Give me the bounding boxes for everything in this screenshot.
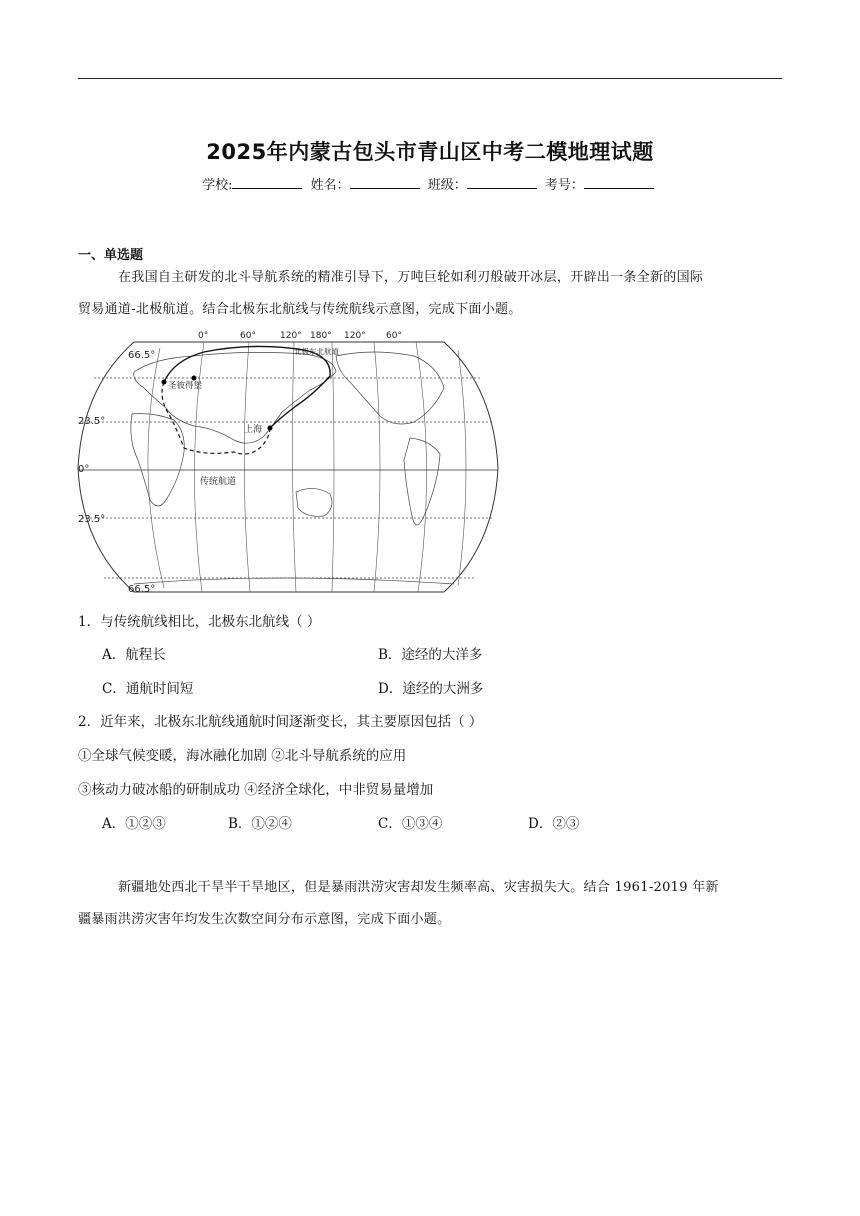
map-frame — [78, 342, 498, 592]
traditional-route-label: 传统航道 — [200, 477, 237, 487]
class-blank[interactable] — [467, 176, 537, 189]
passage-1-line-2: 贸易通道-北极航道。结合北极东北航线与传统航线示意图，完成下面小题。 — [78, 302, 522, 317]
passage-2-line-2: 疆暴雨洪涝灾害年均发生次数空间分布示意图，完成下面小题。 — [78, 912, 451, 927]
q1-option-a[interactable]: A．航程长 — [102, 647, 166, 663]
lon-label-3: 180° — [310, 331, 332, 341]
student-info-line — [0, 174, 860, 193]
latitude-labels — [78, 350, 155, 595]
name-label: 姓名： — [310, 178, 350, 193]
exam-no-blank[interactable] — [584, 176, 654, 189]
lat-label-3: 23.5° — [78, 514, 106, 525]
q2-option-b[interactable]: B．①②④ — [228, 816, 292, 832]
stpetersburg-marker — [162, 380, 167, 385]
q2-option-c[interactable]: C．①③④ — [378, 816, 443, 832]
stpetersburg-marker-2 — [192, 376, 197, 381]
q2-statements-1: ①全球气候变暖，海冰融化加剧 ②北斗导航系统的应用 — [78, 748, 407, 764]
name-blank[interactable] — [350, 176, 420, 189]
shanghai-label: 上海 — [244, 425, 263, 435]
arctic-route-label: 北极东北航道 — [294, 347, 339, 356]
q2-stem: 2．近年来，北极东北航线通航时间逐渐变长，其主要原因包括（ ） — [78, 714, 483, 730]
stpetersburg-label: 圣彼得堡 — [168, 381, 203, 391]
q2-option-d[interactable]: D．②③ — [528, 816, 580, 832]
lat-label-0: 66.5° — [128, 350, 156, 361]
traditional-route-line — [162, 382, 270, 454]
lon-label-4: 120° — [344, 331, 366, 341]
lon-label-5: 60° — [386, 331, 402, 341]
lat-label-4: 66.5° — [128, 584, 156, 595]
lon-label-1: 60° — [240, 331, 256, 341]
class-label: 班级： — [427, 178, 467, 193]
q2-statements-2: ③核动力破冰船的研制成功 ④经济全球化，中非贸易量增加 — [78, 782, 434, 798]
q1-stem: 1．与传统航线相比，北极东北航线（ ） — [78, 614, 321, 630]
passage-1-line-1: 在我国自主研发的北斗导航系统的精准引导下，万吨巨轮如利刃般破开冰层，开辟出一条全新的国际 — [118, 270, 704, 285]
q1-option-b[interactable]: B．途经的大洋多 — [378, 647, 483, 663]
section-heading: 一、单选题 — [78, 248, 144, 263]
school-label: 学校: — [202, 178, 233, 193]
shanghai-marker — [268, 426, 273, 431]
school-blank[interactable] — [232, 176, 302, 189]
lat-label-1: 23.5° — [78, 416, 106, 427]
exam-no-label: 考号： — [544, 178, 584, 193]
lon-label-2: 120° — [280, 331, 302, 341]
page-title: 2025年内蒙古包头市青山区中考二模地理试题 — [206, 140, 654, 164]
longitude-labels — [198, 331, 402, 341]
q2-option-a[interactable]: A．①②③ — [102, 816, 166, 832]
lon-label-0: 0° — [198, 331, 209, 341]
q1-option-d[interactable]: D．途经的大洲多 — [378, 681, 484, 697]
world-map-figure — [74, 328, 502, 598]
passage-2-line-1: 新疆地处西北干旱半干旱地区，但是暴雨洪涝灾害却发生频率高、灾害损失大。结合 1961-2019 年新 — [118, 880, 719, 895]
lat-label-2: 0° — [78, 464, 90, 475]
header-rule — [78, 78, 782, 79]
q1-option-c[interactable]: C．通航时间短 — [102, 681, 194, 697]
